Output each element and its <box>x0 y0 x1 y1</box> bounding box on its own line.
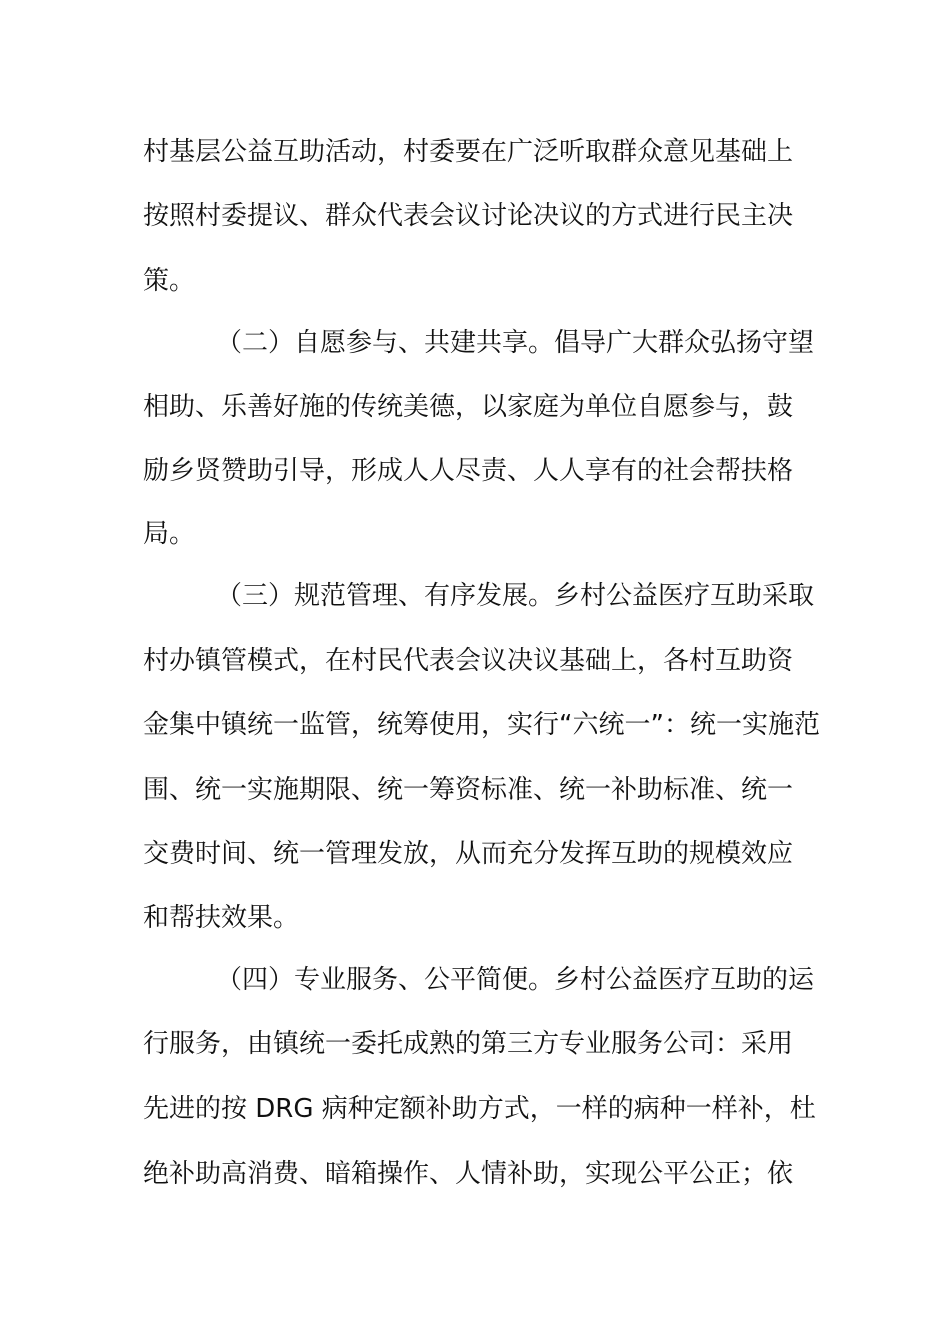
text-line: 相助、乐善好施的传统美德，以家庭为单位自愿参与，鼓 <box>143 392 794 422</box>
section-heading-line: （三）规范管理、有序发展。乡村公益医疗互助采取 <box>216 581 815 611</box>
text-line: 村办镇管模式，在村民代表会议决议基础上，各村互助资 <box>143 646 794 676</box>
text-line: 局。 <box>143 519 196 549</box>
text-line: 交费时间、统一管理发放，从而充分发挥互助的规模效应 <box>143 839 794 869</box>
text-line: 按照村委提议、群众代表会议讨论决议的方式进行民主决 <box>143 201 794 231</box>
text-line: 绝补助高消费、暗箱操作、人情补助，实现公平公正；依 <box>143 1159 794 1189</box>
text-line: 村基层公益互助活动，村委要在广泛听取群众意见基础上 <box>143 137 794 167</box>
text-line: 金集中镇统一监管，统筹使用，实行“六统一”：统一实施范 <box>143 710 820 740</box>
text-line: 励乡贤赞助引导，形成人人尽责、人人享有的社会帮扶格 <box>143 456 794 486</box>
text-line: 先进的按 DRG 病种定额补助方式，一样的病种一样补，杜 <box>143 1094 816 1124</box>
section-heading-line: （二）自愿参与、共建共享。倡导广大群众弘扬守望 <box>216 328 815 358</box>
text-line: 策。 <box>143 266 196 296</box>
text-line: 行服务，由镇统一委托成熟的第三方专业服务公司：采用 <box>143 1029 794 1059</box>
text-line: 和帮扶效果。 <box>143 903 300 933</box>
section-heading-line: （四）专业服务、公平简便。乡村公益医疗互助的运 <box>216 965 815 995</box>
text-line: 围、统一实施期限、统一筹资标准、统一补助标准、统一 <box>143 775 794 805</box>
